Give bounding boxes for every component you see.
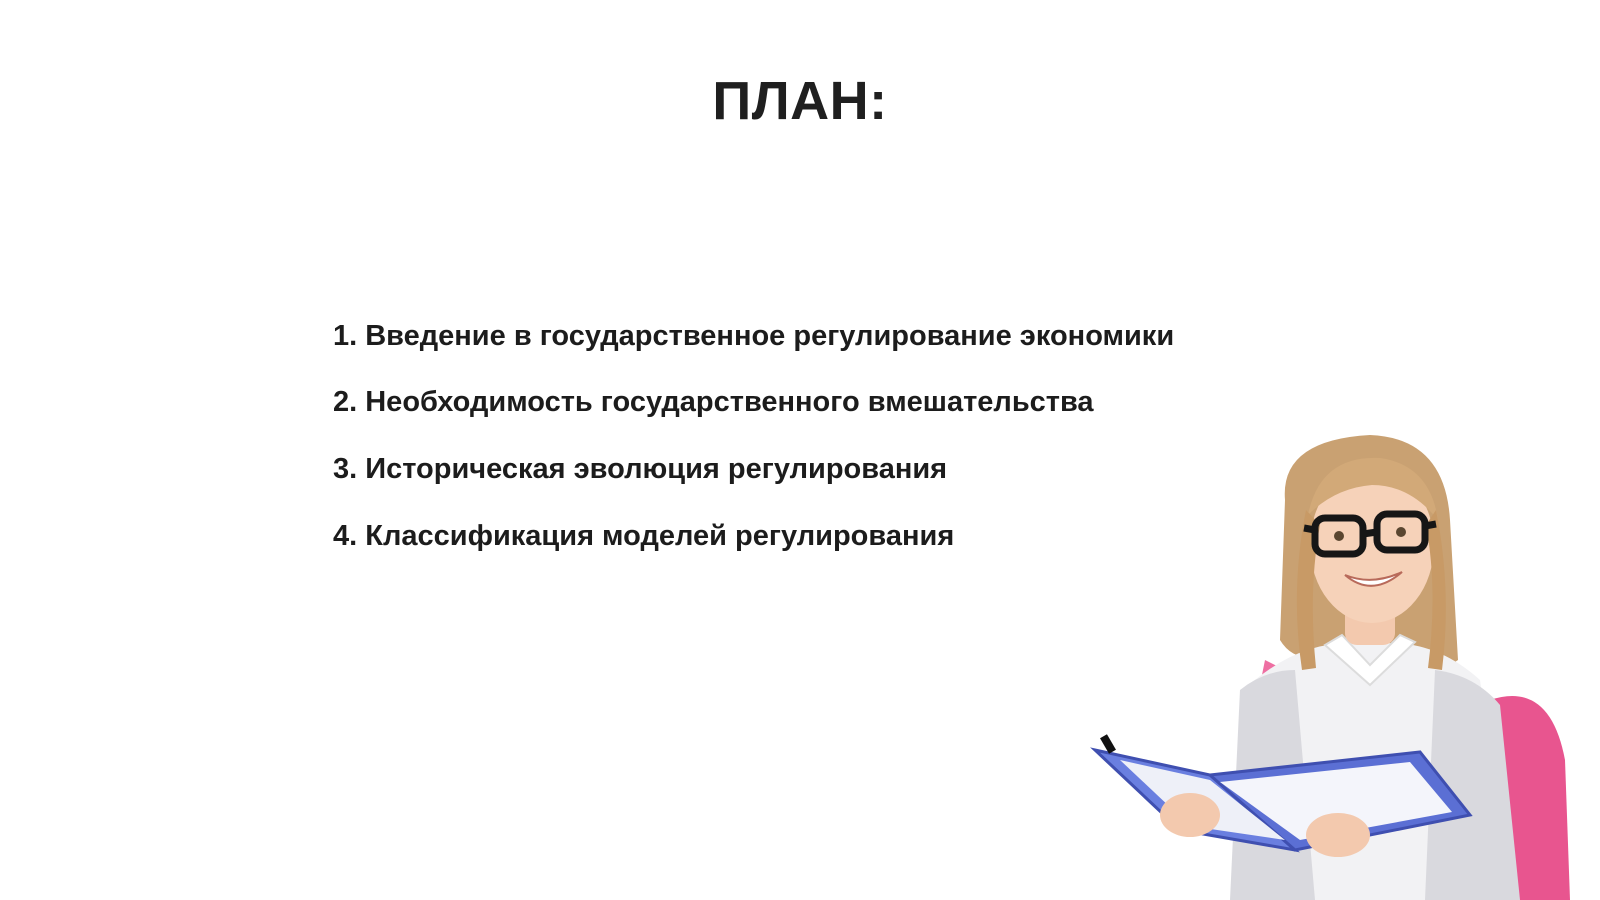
hand-left — [1160, 793, 1220, 837]
slide-title: ПЛАН: — [712, 71, 888, 131]
plan-item-2: 2. Необходимость государственного вмешательства — [333, 386, 1094, 418]
plan-item-1: 1. Введение в государственное регулирование экономики — [333, 320, 1175, 352]
plan-item-4: 4. Классификация моделей регулирования — [333, 520, 955, 552]
student-illustration — [1080, 430, 1600, 900]
hand-right — [1306, 813, 1370, 857]
plan-item-3: 3. Историческая эволюция регулирования — [333, 453, 948, 485]
